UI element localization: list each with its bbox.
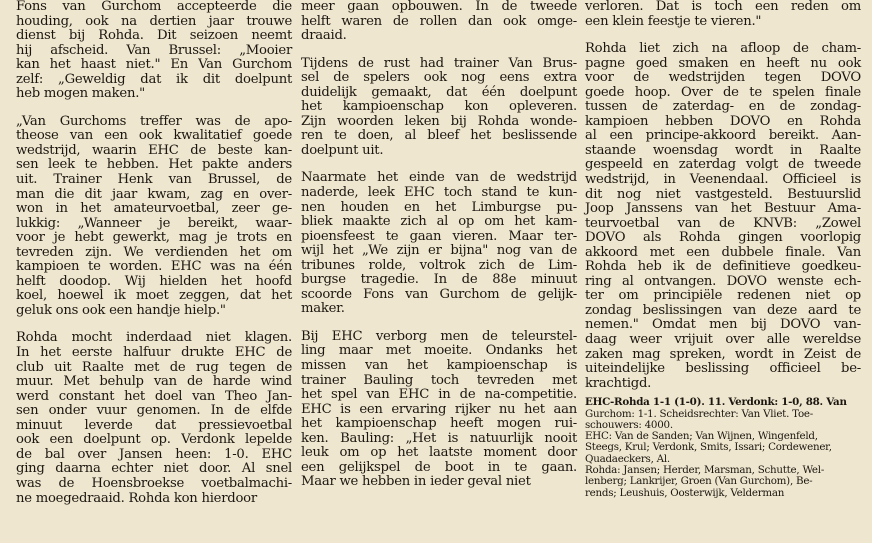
match-summary-line: EHC-Rohda 1-1 (1-0). 11. Verdonk: 1-0, 88. Van: [585, 396, 847, 409]
article-line: werd constant het doel van Theo Jan-: [16, 388, 292, 404]
article-line: het kampioenschap kon opleveren.: [301, 99, 577, 115]
match-summary-line: Rohda: Jansen; Herder, Marsman, Schutte, Wel-: [585, 464, 825, 476]
article-column-1: [16, 0, 292, 506]
article-line: ter om principiële redenen niet op: [585, 288, 861, 304]
article-line: het spel van EHC in de na-competitie.: [301, 387, 577, 403]
article-line: draaid.: [301, 28, 347, 44]
article-line: Rohda liet zich na afloop de cham-: [585, 41, 861, 57]
article-line: missen van het kampioenschap is: [301, 358, 577, 374]
article-line: goede hoop. Over de te spelen finale: [585, 84, 861, 100]
article-line: DOVO als Rohda gingen voorlopig: [585, 230, 861, 246]
article-line: ken. Bauling: „Het is natuurlijk nooit: [301, 430, 577, 446]
article-line: tussen de zaterdag- en de zondag-: [585, 99, 861, 115]
article-line: muur. Met behulp van de harde wind: [16, 374, 292, 390]
article-line: helft waren de rollen dan ook omge-: [301, 13, 577, 29]
article-line: een gelijkspel de boot in te gaan.: [301, 459, 577, 475]
article-line: krachtigd.: [585, 375, 652, 391]
article-line: In het eerste halfuur drukte EHC de: [16, 345, 292, 361]
article-line: naderde, leek EHC toch stand te kun-: [301, 185, 577, 201]
article-line: pagne goed smaken en heeft nu ook: [585, 55, 861, 71]
article-line: ring al ontvangen. DOVO wenste ech-: [585, 273, 861, 289]
article-line: won in het amateurvoetbal, zeer ge-: [16, 201, 292, 217]
article-line: theose van een ook kwalitatief goede: [16, 128, 292, 144]
match-summary-box: [585, 397, 861, 499]
article-line: houding, ook na dertien jaar trouwe: [16, 13, 292, 29]
match-summary-line: EHC: Van de Sanden; Van Wijnen, Wingenfeld,: [585, 430, 818, 443]
article-line: Zijn woorden leken bij Rohda wonde-: [301, 113, 577, 129]
article-line: verloren. Dat is toch een reden om: [585, 0, 861, 14]
article-line: nen houden en het Limburgse pu-: [301, 199, 577, 215]
article-line: de bal over Jansen heen: 1-0. EHC: [16, 446, 292, 462]
article-line: het kampioenschap heeft mogen rui-: [301, 416, 577, 432]
article-line: wedstrijd, waarin EHC de beste kan-: [16, 142, 292, 158]
match-summary-line: Steegs, Krul; Verdonk, Smits, Issari; Cordewener,: [585, 441, 832, 454]
article-line: wijl het „We zijn er bijna" nog van de: [301, 243, 577, 259]
article-line: dit nog niet vastgesteld. Bestuurslid: [585, 186, 861, 202]
article-line: ging daarna echter niet door. Al snel: [16, 461, 292, 477]
article-line: zondag beslissingen van deze aard te: [585, 302, 861, 318]
article-line: meer gaan opbouwen. In de tweede: [301, 0, 577, 14]
article-column-2: [301, 0, 577, 490]
article-line: ook een doelpunt op. Verdonk lepelde: [16, 432, 292, 448]
article-line: leuk om op het laatste moment door: [301, 445, 577, 461]
article-line: wedstrijd, in Veenendaal. Officieel is: [585, 172, 861, 188]
article-line: tribunes rolde, voltrok zich de Lim-: [301, 257, 577, 273]
article-line: uit. Trainer Henk van Brussel, de: [16, 172, 292, 188]
article-line: Naarmate het einde van de wedstrijd: [301, 170, 577, 186]
article-line: tevreden zijn. We verdienden het om: [16, 244, 292, 260]
article-line: hij afscheid. Van Brussel: „Mooier: [16, 42, 292, 58]
article-line: burgse tragedie. In de 88e minuut: [301, 272, 577, 288]
article-line: sen onder vuur genomen. In de elfde: [16, 403, 292, 419]
article-line: Maar we hebben in ieder geval niet: [301, 474, 531, 490]
article-line: ren te doen, al bleef het beslissende: [301, 128, 577, 144]
article-line: heb mogen maken.": [16, 86, 145, 102]
article-line: Rohda heb ik de definitieve goedkeu-: [585, 259, 861, 275]
article-line: ling maar met moeite. Ondanks het: [301, 343, 577, 359]
match-summary-line: Quadaeckers, Al.: [585, 452, 670, 465]
article-line: scoorde Fons van Gurchom de gelijk-: [301, 286, 577, 302]
article-line: staande woensdag wordt in Raalte: [585, 142, 861, 158]
article-line: bliek maakte zich al op om het kam-: [301, 214, 577, 230]
article-line: sel de spelers ook nog eens extra: [301, 70, 577, 86]
article-line: sen leek te hebben. Het pakte anders: [16, 157, 292, 173]
article-line: helft doodop. Wij hielden het hoofd: [16, 273, 292, 289]
article-line: man die dit jaar kwam, zag en over-: [16, 186, 292, 202]
article-line: zaken mag spreken, wordt in Zeist de: [585, 346, 861, 362]
article-column-3-text: [585, 0, 861, 391]
article-line: dienst bij Rohda. Dit seizoen neemt: [16, 28, 292, 44]
article-line: koel, hoewel ik moet zeggen, dat het: [16, 288, 292, 304]
article-line: EHC is een ervaring rijker nu het aan: [301, 401, 577, 417]
article-line: daag weer vrijuit over alle wereldse: [585, 332, 861, 348]
article-line: duidelijk gemaakt, dat één doelpunt: [301, 84, 577, 100]
article-line: teurvoetbal van de KNVB: „Zowel: [585, 215, 861, 231]
article-line: gespeeld en zaterdag volgt de tweede: [585, 157, 861, 173]
match-summary-line: lenberg; Lankrijer, Groen (Van Gurchom), Be-: [585, 475, 813, 488]
article-line: geluk ons ook een handje hielp.": [16, 302, 226, 318]
paragraph-gap: [301, 317, 577, 330]
article-line: „Van Gurchoms treffer was de apo-: [16, 113, 292, 129]
article-line: voor de wedstrijden tegen DOVO: [585, 70, 861, 86]
article-line: lukkig: „Wanneer je bereikt, waar-: [16, 215, 292, 231]
article-line: Tijdens de rust had trainer Van Brus-: [301, 55, 577, 71]
article-line: Bij EHC verborg men de teleurstel-: [301, 328, 577, 344]
match-summary-line: Gurchom: 1-1. Scheidsrechter: Van Vliet. Toe-: [585, 407, 813, 420]
article-line: Rohda mocht inderdaad niet klagen.: [16, 330, 292, 346]
article-line: een klein feestje te vieren.": [585, 13, 762, 29]
article-line: kan het haast niet." En Van Gurchom: [16, 57, 292, 73]
match-summary-line: schouwers: 4000.: [585, 418, 673, 431]
article-line: akkoord met een dubbele finale. Van: [585, 244, 861, 260]
article-line: zelf: „Geweldig dat ik dit doelpunt: [16, 71, 292, 87]
match-summary-line: rends; Leushuis, Oosterwijk, Velderman: [585, 486, 785, 499]
article-line: uiteindelijke beslissing officieel be-: [585, 361, 861, 377]
article-line: kampioen te worden. EHC was na één: [16, 259, 292, 275]
article-line: trainer Bauling toch tevreden met: [301, 372, 577, 388]
paragraph-gap: [301, 44, 577, 57]
article-line: nemen." Omdat men bij DOVO van-: [585, 317, 861, 333]
article-line: voor je hebt gewerkt, mag je trots en: [16, 230, 292, 246]
article-line: pioensfeest te gaan vieren. Maar ter-: [301, 228, 577, 244]
article-line: al een principe-akkoord bereikt. Aan-: [585, 128, 861, 144]
article-line: ne moegedraaid. Rohda kon hierdoor: [16, 490, 257, 506]
article-line: maker.: [301, 301, 345, 317]
article-line: kampioen hebben DOVO en Rohda: [585, 113, 861, 129]
paragraph-gap: [16, 102, 292, 115]
article-line: Fons van Gurchom accepteerde die: [16, 0, 292, 14]
article-line: minuut leverde dat pressievoetbal: [16, 417, 292, 433]
article-line: Joop Janssens van het Bestuur Ama-: [585, 201, 861, 217]
article-line: was de Hoensbroekse voetbalmachi-: [16, 475, 292, 491]
article-line: doelpunt uit.: [301, 142, 384, 158]
article-column-3: [585, 0, 861, 499]
article-line: club uit Raalte met de rug tegen de: [16, 359, 292, 375]
